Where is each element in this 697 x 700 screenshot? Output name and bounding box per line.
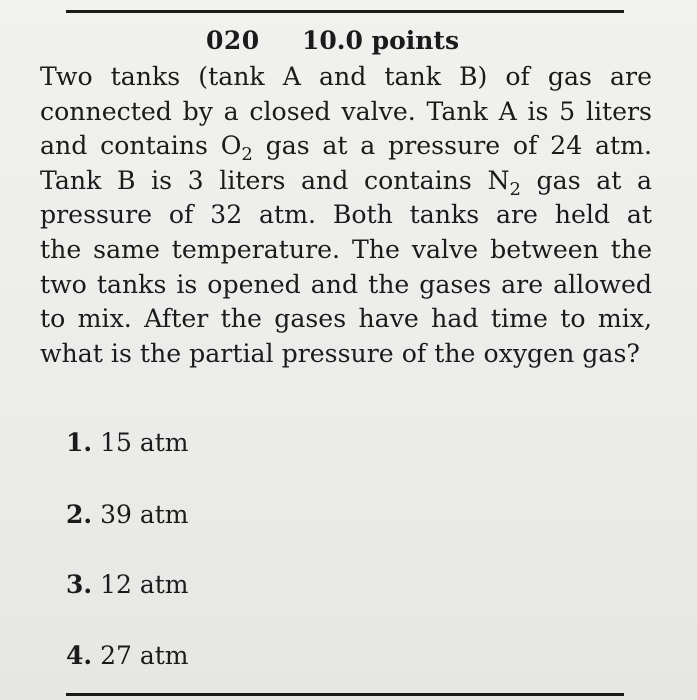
question-line — [40, 129, 652, 164]
question-line: Two tanks (tank A and tank B) of gas are — [40, 62, 652, 91]
text-segment: gas at a pressure of 24 atm. — [252, 131, 653, 161]
choice-text: 12 atm — [100, 570, 189, 599]
text-segment: Tank B is 3 liters and contains N — [40, 165, 510, 195]
oxygen-subscript: 2 — [241, 144, 253, 166]
question-line: the same temperature. The valve between the — [40, 234, 652, 264]
question-line: to mix. After the gases have had time to mix, — [40, 304, 652, 334]
text-segment: and contains O — [40, 131, 242, 161]
question-line: two tanks is opened and the gases are allowed — [40, 269, 652, 299]
question-line: connected by a closed valve. Tank A is 5 liters — [40, 96, 652, 126]
choice-number: 1. — [66, 428, 93, 457]
choice-text: 27 atm — [100, 641, 189, 670]
bottom-rule — [66, 693, 624, 696]
question-line: what is the partial pressure of the oxygen gas? — [40, 338, 640, 368]
answer-choice-1[interactable] — [66, 428, 188, 457]
question-line — [40, 164, 652, 199]
question-header — [0, 26, 697, 60]
question-points: 10.0 points — [302, 26, 460, 55]
question-line: pressure of 32 atm. Both tanks are held at — [40, 200, 652, 230]
choice-number: 4. — [66, 641, 93, 670]
choice-text: 39 atm — [100, 500, 189, 529]
nitrogen-subscript: 2 — [509, 178, 521, 200]
answer-choice-2[interactable] — [66, 500, 188, 529]
text-segment: gas at a — [520, 165, 652, 195]
question-number: 020 — [206, 26, 260, 55]
answer-choice-3[interactable] — [66, 570, 188, 599]
answer-choice-4[interactable] — [66, 641, 188, 670]
top-rule — [66, 10, 624, 13]
question-text — [40, 60, 652, 371]
choice-number: 3. — [66, 570, 93, 599]
choice-number: 2. — [66, 500, 93, 529]
choice-text: 15 atm — [100, 428, 189, 457]
